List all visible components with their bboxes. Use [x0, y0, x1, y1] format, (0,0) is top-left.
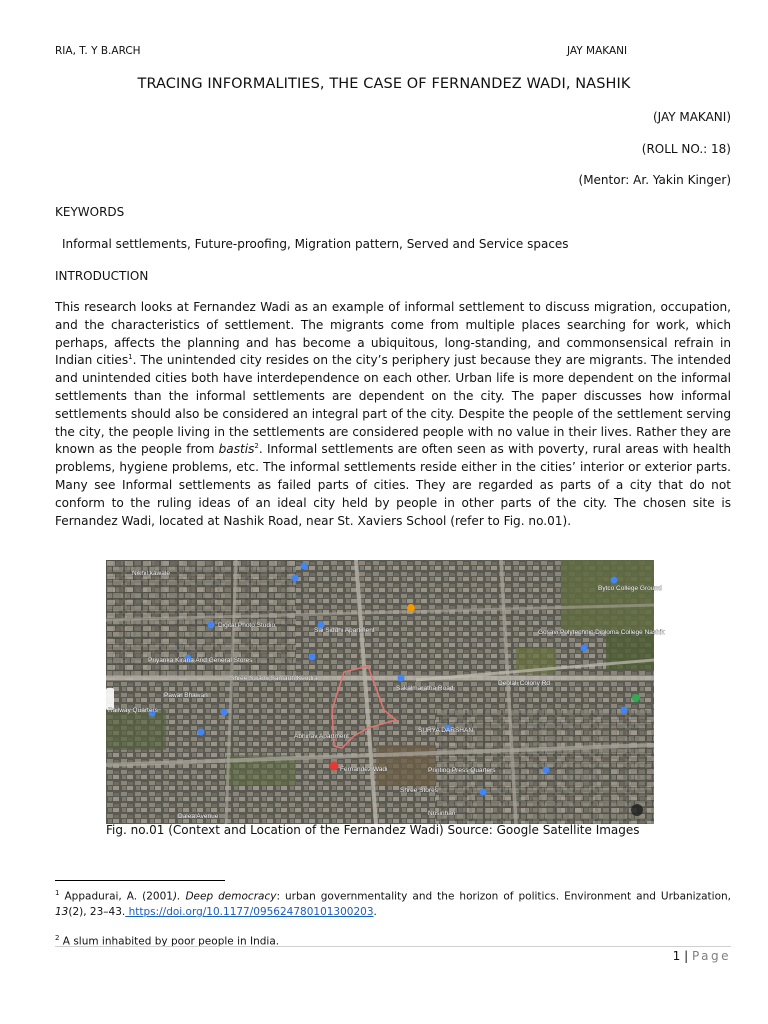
- intro-text-part-1: This research looks at Fernandez Wadi as an example of informal settlement to discuss migration, occupation, and the characteristics of settlement. The migrants come from multiple places searching for work, which perhaps, affects the planning and has become a ubiquitous, long-standing, and commonsensical refrain in Indian cities: [55, 300, 731, 368]
- page-number: 1: [672, 949, 681, 963]
- satellite-map-figure: [106, 560, 665, 824]
- figure-caption: Fig. no.01 (Context and Location of the Fernandez Wadi) Source: Google Satellite Images: [106, 823, 640, 837]
- keywords-text: Informal settlements, Future-proofing, Migration pattern, Served and Service spaces: [62, 237, 569, 251]
- doi-link[interactable]: https://doi.org/10.1177/095624780101300203: [125, 905, 374, 918]
- map-label: Abhinav Apartment: [294, 733, 349, 740]
- footnote-ref-1[interactable]: 1: [128, 353, 133, 362]
- map-label: Nikhil kawale: [132, 570, 170, 577]
- footnote-1-end: .: [373, 905, 377, 918]
- map-label: Pawar Bhawan: [164, 692, 208, 699]
- mentor-line: (Mentor: Ar. Yakin Kinger): [578, 173, 731, 187]
- page-label: Page: [691, 949, 731, 963]
- footnote-1-text: : urban governmentality and the horizon of politics. Environment and Urbanization,: [276, 890, 731, 903]
- map-label: Shree Swami Samarth Kendra: [230, 675, 318, 682]
- footnote-2-number: 2: [55, 934, 60, 942]
- page-number-footer: [673, 949, 731, 963]
- footnote-1-volume: 13: [55, 905, 69, 918]
- compass-icon[interactable]: [631, 804, 643, 816]
- footnote-1-text: (2), 23–43.: [68, 905, 126, 918]
- footnote-2-text: A slum inhabited by poor people in India.: [59, 935, 280, 948]
- map-label: Fernandez Wadi: [340, 766, 388, 773]
- footnote-1-text: Appadurai, A. (2001: [59, 890, 173, 903]
- intro-italic-bastis: bastis: [218, 442, 255, 457]
- keywords-heading: KEYWORDS: [55, 205, 125, 219]
- map-label: Printing Press Quarters: [428, 767, 496, 774]
- map-label: Sai Siddhi Apartment: [314, 627, 375, 634]
- header-right: JAY MAKANI: [567, 45, 628, 57]
- page-separator: |: [680, 949, 692, 963]
- map-label: Deolali Colony Rd: [498, 680, 551, 687]
- map-label: Sakalmaratha Road: [396, 685, 454, 692]
- footnote-1-number: 1: [55, 889, 60, 897]
- footnote-1-italic-title: ). Deep democracy: [172, 890, 277, 903]
- map-label: Priyanka Kirana And General Stores: [148, 657, 253, 664]
- map-label: Bytco College Ground: [598, 585, 662, 592]
- satellite-map-image: [106, 560, 665, 824]
- author-line: (JAY MAKANI): [652, 110, 731, 124]
- footnote-1: [55, 886, 731, 920]
- map-label: Dalea Avenue: [178, 813, 219, 820]
- footnote-separator: [55, 880, 225, 881]
- map-label: Gosavi Polytechnic Diploma College Nashik: [538, 629, 665, 636]
- map-label: Nrisinhari: [428, 810, 456, 817]
- roll-number-line: (ROLL NO.: 18): [641, 142, 731, 156]
- map-label: Digital Photo Studio: [218, 622, 276, 629]
- map-label: Shree Stores: [400, 787, 438, 794]
- page-title: TRACING INFORMALITIES, THE CASE OF FERNANDEZ WADI, NASHIK: [137, 76, 631, 92]
- intro-text-part-2: . The unintended city resides on the city’s periphery just because they are migrants. The intended and unintended cities both have interdependence on each other. Urban life is more dependent on the informal settlements than the informal settlements are dependent on the city. The paper discusses how informal settlements should also be considered an integral part of the city. Despite the people of the settlement serving the city, the people living in the settlements are considered people with no value in their lives. Rather they are known as the people from: [55, 353, 731, 457]
- introduction-paragraph: [55, 299, 731, 530]
- intro-text-part-3: . Informal settlements are often seen as with poverty, rural areas with health problems, hygiene problems, etc. The informal settlements reside either in the cities’ interior or exterior parts. Many see Informal settlements as failed parts of cities. They are regarded as parts of a city that do not conform to the ruling ideas of an ideal city held by people in other parts of the city. The chosen site is Fernandez Wadi, located at Nashik Road, near St. Xaviers School (refer to Fig. no.01).: [55, 442, 731, 528]
- map-label: SURYA DARSHAN: [418, 727, 474, 734]
- footer-rule: [55, 946, 731, 947]
- footnote-ref-2[interactable]: 2: [254, 442, 259, 451]
- introduction-heading: INTRODUCTION: [55, 269, 149, 283]
- map-label: Railway Quarters: [108, 707, 158, 714]
- header-left: RIA, T. Y B.ARCH: [55, 45, 141, 57]
